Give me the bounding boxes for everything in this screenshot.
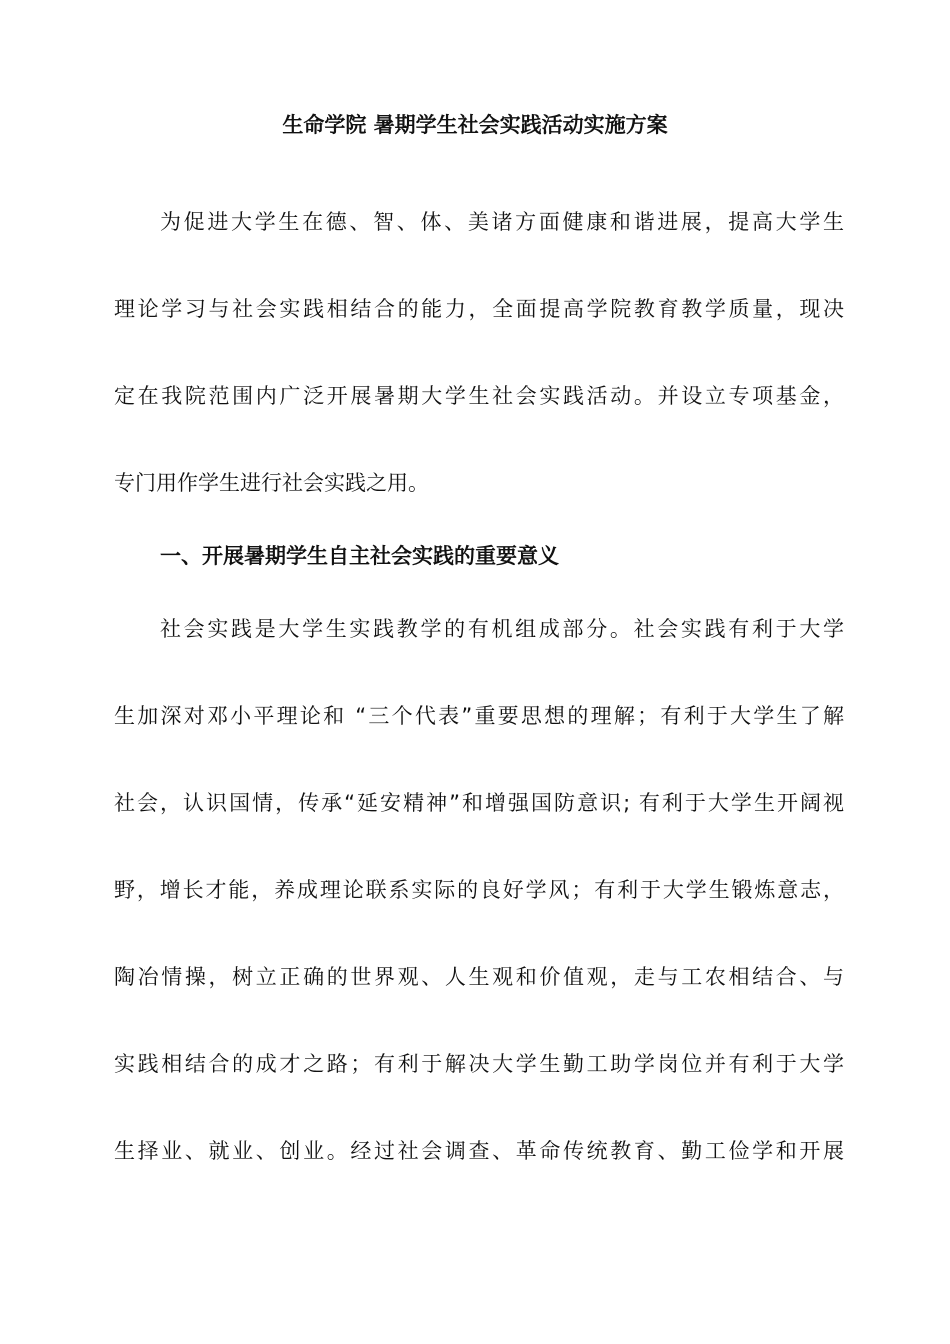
- section1-line-3: 社会，认识国情，传承“延安精神”和增强国防意识; 有利于大学生开阔视: [114, 791, 844, 815]
- section1-line-2: 生加深对邓小平理论和 “三个代表”重要思想的理解；有利于大学生了解: [114, 704, 844, 728]
- section1-line-4: 野，增长才能，养成理论联系实际的良好学风；有利于大学生锻炼意志，: [114, 878, 844, 902]
- section1-line-6: 实践相结合的成才之路；有利于解决大学生勤工助学岗位并有利于大学: [114, 1052, 844, 1076]
- section1-line-1: 社会实践是大学生实践教学的有机组成部分。社会实践有利于大学: [160, 617, 844, 641]
- document-title: 生命学院 暑期学生社会实践活动实施方案: [282, 113, 668, 137]
- intro-line-1: 为促进大学生在德、智、体、美诸方面健康和谐进展，提高大学生: [160, 210, 844, 234]
- section1-line-7: 生择业、就业、创业。经过社会调查、革命传统教育、勤工俭学和开展: [114, 1139, 844, 1163]
- intro-line-2: 理论学习与社会实践相结合的能力，全面提高学院教育教学质量，现决: [114, 297, 844, 321]
- intro-line-3: 定在我院范围内广泛开展暑期大学生社会实践活动。并设立专项基金，: [114, 384, 844, 408]
- section-heading-1: 一、开展暑期学生自主社会实践的重要意义: [160, 544, 559, 568]
- section1-line-5: 陶冶情操，树立正确的世界观、人生观和价值观，走与工农相结合、与: [114, 965, 844, 989]
- intro-line-4: 专门用作学生进行社会实践之用。: [114, 471, 429, 495]
